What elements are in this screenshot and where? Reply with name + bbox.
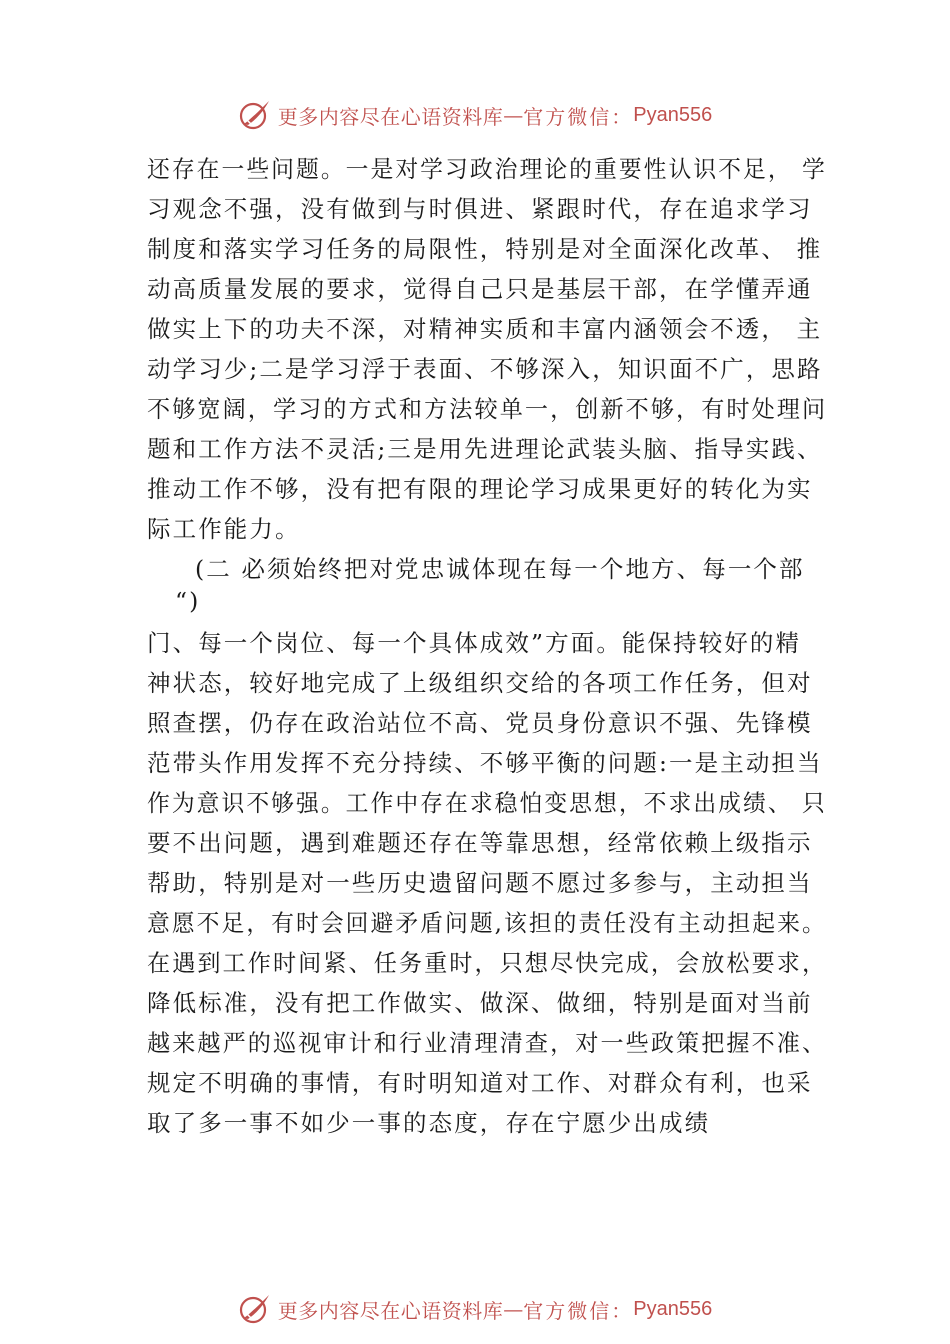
text-line: 照查摆，仍存在政治站位不高、党员身份意识不强、先锋模	[147, 709, 813, 737]
text-line: 取了多一事不如少一事的态度，存在宁愿少出成绩	[147, 1109, 711, 1137]
text-line: 门、每一个岗位、每一个具体成效”方面。能保持较好的精	[147, 629, 802, 657]
watermark-header	[0, 95, 950, 135]
text-line: 范带头作用发挥不充分持续、不够平衡的问题:一是主动担当	[147, 749, 823, 777]
text-line: 作为意识不够强。工作中存在求稳怕变思想，不求出成绩、 只	[147, 789, 827, 817]
watermark-separator: —	[503, 1297, 524, 1321]
text-line: 动高质量发展的要求，觉得自己只是基层干部，在学懂弄通	[147, 275, 813, 303]
watermark-text: 更多内容尽在心语资料库	[277, 1298, 504, 1323]
section-heading: (二 必须始终把对党忠诚体现在每一个地方、每一个部	[195, 555, 805, 583]
text-line: 降低标准，没有把工作做实、做深、做细，特别是面对当前	[147, 989, 813, 1017]
quill-logo-icon	[238, 1292, 272, 1326]
text-line: 做实上下的功夫不深，对精神实质和丰富内涵领会不透， 主	[147, 315, 823, 343]
text-line: 际工作能力。	[147, 515, 301, 543]
watermark-text: 更多内容尽在心语资料库	[277, 104, 504, 129]
text-line: 意愿不足，有时会回避矛盾问题,该担的责任没有主动担起来。	[147, 909, 827, 937]
text-line: 制度和落实学习任务的局限性，特别是对全面深化改革、 推	[147, 235, 823, 263]
text-line: 不够宽阔，学习的方式和方法较单一，创新不够，有时处理问	[147, 395, 828, 423]
text-line: 越来越严的巡视审计和行业清理清查，对一些政策把握不准、	[147, 1029, 828, 1057]
text-line: 神状态，较好地完成了上级组织交给的各项工作任务，但对	[147, 669, 813, 697]
quill-logo-icon	[238, 98, 272, 132]
text-line: 题和工作方法不灵活;三是用先进理论武装头脑、指导实践、	[147, 435, 823, 463]
watermark-footer	[0, 1289, 950, 1329]
text-line: 在遇到工作时间紧、任务重时，只想尽快完成，会放松要求，	[147, 949, 828, 977]
watermark-wechat-id: Pyan556	[633, 103, 713, 126]
watermark-separator: —	[503, 103, 524, 127]
watermark-label: 官方微信：	[523, 104, 634, 129]
text-line: 帮助，特别是对一些历史遗留问题不愿过多参与，主动担当	[147, 869, 813, 897]
section-heading-continuation: “)	[175, 587, 201, 615]
watermark-label: 官方微信：	[523, 1298, 634, 1323]
text-line: 动学习少;二是学习浮于表面、不够深入，知识面不广，思路	[147, 355, 823, 383]
text-line: 要不出问题，遇到难题还存在等靠思想，经常依赖上级指示	[147, 829, 813, 857]
watermark-wechat-id: Pyan556	[633, 1297, 713, 1320]
text-line: 习观念不强，没有做到与时俱进、紧跟时代，存在追求学习	[147, 195, 813, 223]
text-line: 推动工作不够，没有把有限的理论学习成果更好的转化为实	[147, 475, 813, 503]
text-line: 还存在一些问题。一是对学习政治理论的重要性认识不足， 学	[147, 155, 827, 183]
text-line: 规定不明确的事情，有时明知道对工作、对群众有利，也采	[147, 1069, 813, 1097]
